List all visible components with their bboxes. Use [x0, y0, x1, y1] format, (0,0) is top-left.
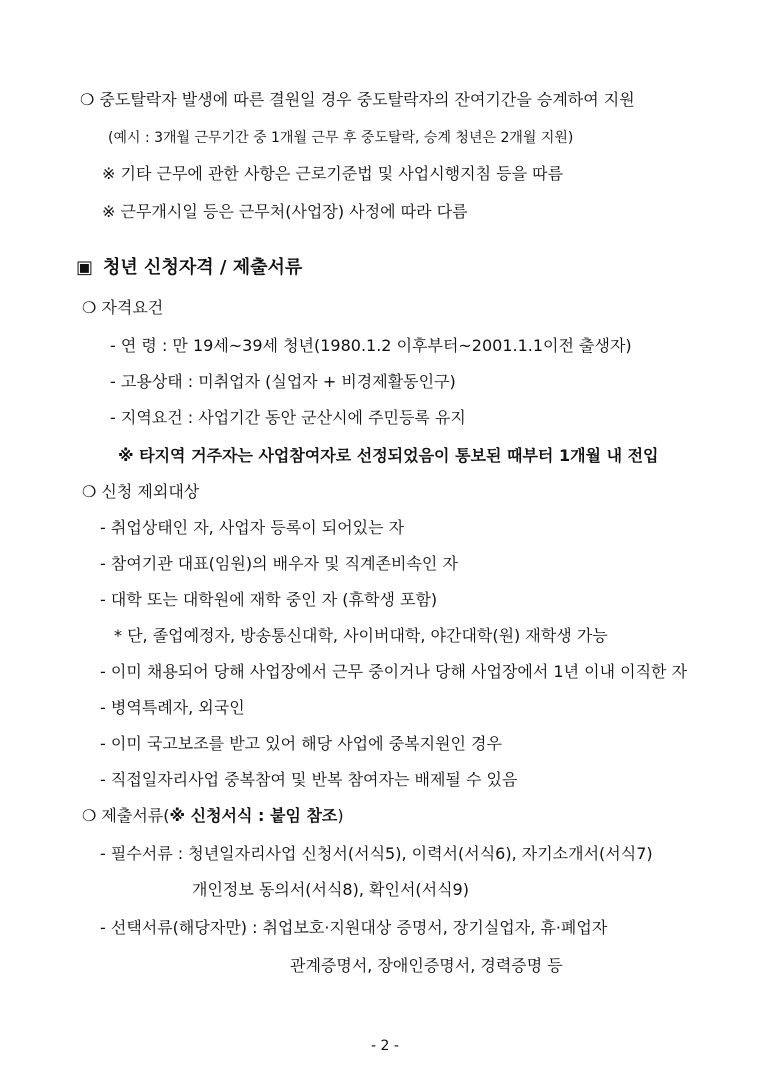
example-note: (예시 : 3개월 근무기간 중 1개월 근무 후 중도탈락, 승계 청년은 2개월 지원): [108, 130, 574, 146]
exclusions-heading: ❍ 신청 제외대상: [82, 482, 200, 501]
exclusion-item: - 이미 채용되어 당해 사업장에서 근무 중이거나 당해 사업장에서 1년 이내 이직한 자: [100, 662, 688, 681]
square-marker-icon: ▣: [76, 257, 94, 278]
documents-required-cont: 개인정보 동의서(서식8), 확인서(서식9): [192, 880, 469, 899]
exclusion-item: - 대학 또는 대학원에 재학 중인 자 (휴학생 포함): [100, 590, 438, 609]
exclusion-item: - 참여기관 대표(임원)의 배우자 및 직계존비속인 자: [100, 554, 458, 573]
documents-heading-bold: ※ 신청서식 : 붙임 참조: [169, 806, 338, 825]
exclusion-subnote: * 단, 졸업예정자, 방송통신대학, 사이버대학, 야간대학(원) 재학생 가능: [114, 626, 608, 645]
exclusion-item: - 병역특례자, 외국인: [100, 698, 245, 717]
documents-optional-cont: 관계증명서, 장애인증명서, 경력증명 등: [290, 956, 563, 975]
documents-heading-prefix: ❍ 제출서류(: [82, 806, 170, 825]
eligibility-region: - 지역요건 : 사업기간 동안 군산시에 주민등록 유지: [110, 408, 466, 427]
documents-heading-suffix: ): [337, 806, 344, 825]
exclusion-item: - 취업상태인 자, 사업자 등록이 되어있는 자: [100, 518, 405, 537]
documents-required: - 필수서류 : 청년일자리사업 신청서(서식5), 이력서(서식6), 자기소개서(서식7): [100, 844, 653, 863]
bullet-continuation-rule: ❍ 중도탈락자 발생에 따른 결원일 경우 중도탈락자의 잔여기간을 승계하여 지원: [80, 90, 635, 109]
documents-optional: - 선택서류(해당자만) : 취업보호·지원대상 증명서, 장기실업자, 휴·폐업자: [100, 918, 608, 937]
eligibility-age: - 연 령 : 만 19세~39세 청년(1980.1.2 이후부터~2001.1.1이전 출생자): [110, 336, 632, 355]
note-work-conditions: ※ 기타 근무에 관한 사항은 근로기준법 및 사업시행지침 등을 따름: [102, 164, 564, 183]
section-title: [76, 258, 302, 278]
note-start-date: ※ 근무개시일 등은 근무처(사업장) 사정에 따라 다름: [102, 202, 468, 221]
section-title-text: 청년 신청자격 / 제출서류: [103, 257, 303, 278]
eligibility-heading: ❍ 자격요건: [82, 298, 164, 317]
exclusion-item: - 직접일자리사업 중복참여 및 반복 참여자는 배제될 수 있음: [100, 770, 518, 789]
exclusion-item: - 이미 국고보조를 받고 있어 해당 사업에 중복지원인 경우: [100, 734, 502, 753]
eligibility-employment: - 고용상태 : 미취업자 (실업자 + 비경제활동인구): [110, 372, 456, 391]
eligibility-region-note: ※ 타지역 거주자는 사업참여자로 선정되었음이 통보된 때부터 1개월 내 전입: [118, 446, 659, 465]
page-number: - 2 -: [371, 1038, 399, 1054]
documents-heading: [82, 806, 344, 826]
